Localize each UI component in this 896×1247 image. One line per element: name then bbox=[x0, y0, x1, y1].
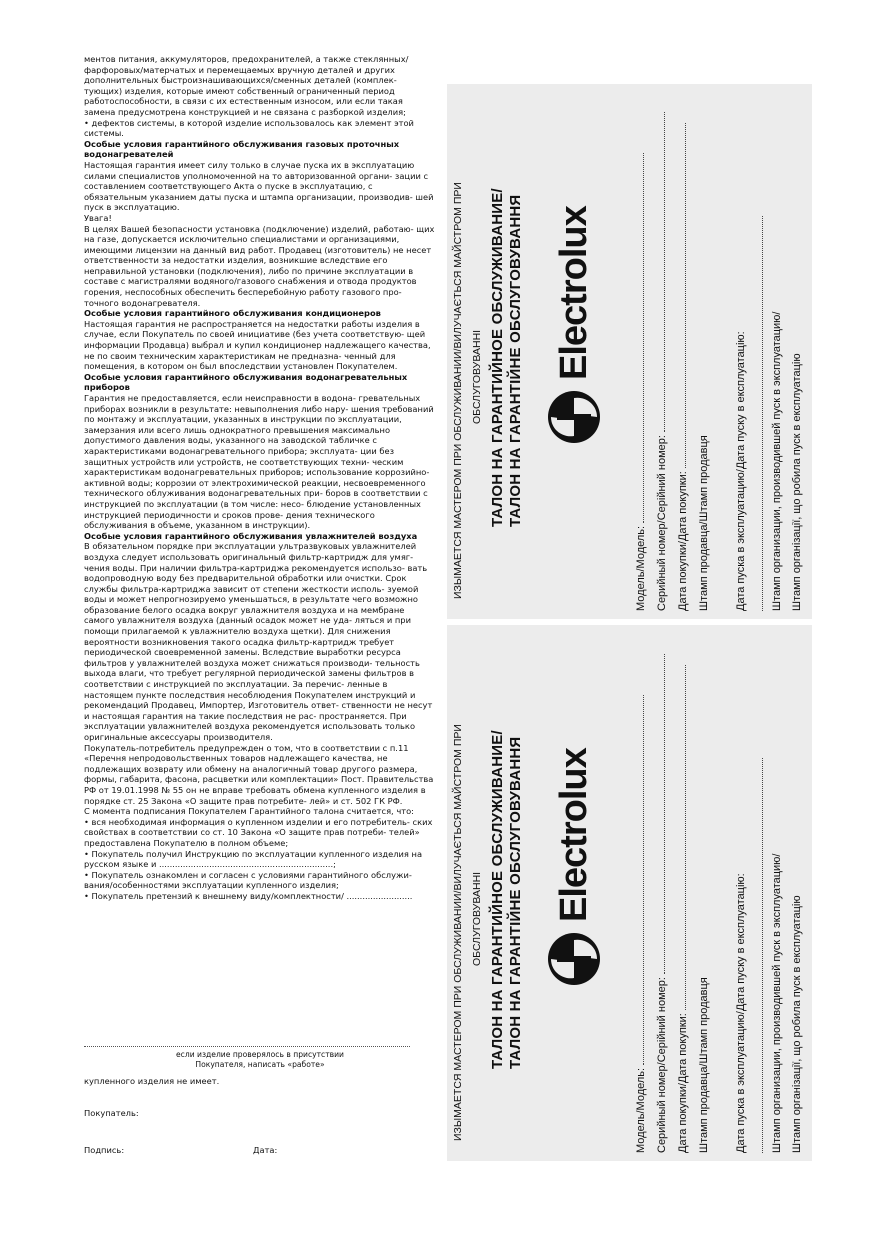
cut-note: ИЗЫМАЕТСЯ МАСТЕРОМ ПРИ ОБСЛУЖИВАНИИ/ВИЛУЧАЄТЬСЯ МАЙСТРОМ ПРИ bbox=[452, 182, 464, 599]
purchase-date-field[interactable] bbox=[677, 123, 689, 611]
brand-name: Electrolux bbox=[552, 748, 595, 922]
presence-note bbox=[84, 1050, 436, 1069]
paragraph: Увага! bbox=[84, 212, 112, 223]
paragraph: В целях Вашей безопасности установка (подключение) изделий, работаю- щих на газе, допускается исключительно специалистами и организациями, имеющими лицензии на данный вид работ. Продавец (изготовитель) не несет ответственности за недостатки изделия, возникшие вследствие его неправильной установки (подключения), либо по причине эксплуатации в составе с магистралями водяного/газового снабжения и отвода продуктов горения, неспособных обеспечить бесперебойную работу газового про- точного водонагревателя. bbox=[84, 223, 435, 308]
electrolux-logo bbox=[547, 206, 601, 444]
electrolux-logo bbox=[547, 748, 601, 986]
org-stamp-ru: Штамп организации, производившей пуск в эксплуатацию/ bbox=[771, 853, 783, 1153]
paragraph: ментов питания, аккумуляторов, предохранителей, а также стеклянных/ фарфоровых/матерчатых и перемещаемых вручную деталей и других дополнительных быстроизнашивающихся/сменных деталей (комплек- тующих) изделия, которые имеют собственный ограниченный период работоспособности, в связи с их естественным износом, или если такая замена предусмотрена конструкцией и не связана с разборкой изделия; bbox=[84, 54, 409, 117]
warranty-coupon-top bbox=[447, 84, 812, 619]
seller-stamp-label: Штамп продавца/Штамп продавця bbox=[698, 977, 710, 1153]
start-date-label: Дата пуска в эксплуатацию/Дата пуску в експлуатацію: bbox=[735, 873, 747, 1153]
section-heading: Особые условия гарантийного обслуживания увлажнителей воздуха bbox=[84, 530, 418, 541]
org-stamp-ru: Штамп организации, производившей пуск в эксплуатацию/ bbox=[771, 311, 783, 611]
model-input-line[interactable] bbox=[635, 153, 644, 523]
paragraph: С момента подписания Покупателем Гарантийного талона считается, что: bbox=[84, 806, 414, 817]
signature-label: Подпись: bbox=[84, 1145, 125, 1155]
presence-note-line: если изделие проверялось в присутствии bbox=[176, 1050, 344, 1059]
electrolux-logo-icon bbox=[547, 932, 601, 986]
purchase-date-input-line[interactable] bbox=[677, 665, 686, 1010]
warranty-coupon-bottom bbox=[447, 625, 812, 1161]
model-label: Модель/Модель: bbox=[635, 525, 647, 611]
org-stamp-ua: Штамп організації, що робила пуск в експлуатацію bbox=[791, 895, 803, 1153]
serial-field[interactable] bbox=[656, 112, 668, 611]
model-field[interactable] bbox=[635, 695, 647, 1153]
purchase-date-label: Дата покупки/Дата покупки: bbox=[677, 1013, 689, 1153]
start-date-label: Дата пуска в эксплуатацию/Дата пуску в експлуатацію: bbox=[735, 331, 747, 611]
coupon-title-ua: ТАЛОН НА ГАРАНТІЙНЕ ОБСЛУГОВУВАННЯ bbox=[507, 736, 524, 1069]
cut-note-2: ОБСЛУГОВУВАННІ bbox=[471, 329, 483, 424]
section-heading: Особые условия гарантийного обслуживания кондиционеров bbox=[84, 308, 381, 319]
list-item: • Покупатель претензий к внешнему виду/комплектности/ ......................... bbox=[84, 890, 413, 901]
paragraph: Настоящая гарантия имеет силу только в случае пуска их в эксплуатацию силами специалистов уполномоченной на то авторизованной органи- зации с составлением соответствующего Акта о пуске в эксплуатацию, с обязательным указанием даты пуска и штампа организации, производив- шей пуск в эксплуатацию. bbox=[84, 159, 434, 213]
coupon-title-ru: ТАЛОН НА ГАРАНТИЙНОЕ ОБСЛУЖИВАНИЕ/ bbox=[489, 730, 506, 1069]
model-field[interactable] bbox=[635, 153, 647, 611]
purchase-date-field[interactable] bbox=[677, 665, 689, 1153]
cut-note-2: ОБСЛУГОВУВАННІ bbox=[471, 871, 483, 966]
serial-input-line[interactable] bbox=[656, 654, 665, 974]
coupon-title-ru: ТАЛОН НА ГАРАНТИЙНОЕ ОБСЛУЖИВАНИЕ/ bbox=[489, 188, 506, 527]
purchase-date-input-line[interactable] bbox=[677, 123, 686, 468]
coupon-title-ua: ТАЛОН НА ГАРАНТІЙНЕ ОБСЛУГОВУВАННЯ bbox=[507, 194, 524, 527]
no-claims-text: купленного изделия не имеет. bbox=[84, 1076, 220, 1086]
presence-note-line: Покупателя, написать «работе» bbox=[195, 1059, 325, 1069]
serial-label: Серийный номер/Серійний номер: bbox=[656, 435, 668, 611]
section-heading: Особые условия гарантийного обслуживания газовых проточных водонагревателей bbox=[84, 138, 400, 160]
brand-name: Electrolux bbox=[552, 206, 595, 380]
model-label: Модель/Модель: bbox=[635, 1067, 647, 1153]
org-stamp-ua: Штамп організації, що робила пуск в експлуатацію bbox=[791, 353, 803, 611]
paragraph: Настоящая гарантия не распространяется на недостатки работы изделия в случае, если Покупатель по своей инициативе (без учета соответствую- щей информации Продавца) выбрал и купил кондиционер надлежащего качества, не по своим техническим характеристикам не предназна- ченный для помещения, в котором он был впоследствии установлен Покупателем. bbox=[84, 318, 431, 372]
date-label: Дата: bbox=[253, 1145, 278, 1155]
paragraph: • дефектов системы, в которой изделие использовалось как элемент этой системы. bbox=[84, 117, 414, 139]
buyer-label: Покупатель: bbox=[84, 1108, 139, 1118]
purchase-date-label: Дата покупки/Дата покупки: bbox=[677, 471, 689, 611]
fill-line bbox=[84, 1046, 410, 1047]
warranty-terms-column bbox=[84, 54, 436, 902]
serial-input-line[interactable] bbox=[656, 112, 665, 432]
model-input-line[interactable] bbox=[635, 695, 644, 1065]
paragraph: Гарантия не предоставляется, если неисправности в водона- гревательных приборах возникли в результате: невыполнения либо нару- шения требований по монтажу и эксплуатации, указанных в инструкции по эксплуатации, замерзания или всего лишь однократного превышения максимально допустимого давления воды, указанного на заводской табличке с характеристиками водонагревательного прибора; эксплуата- ции без защитных устройств или устройств, не соответствующих техни- ческим характеристикам водонагревательных приборов; использование коррозийно-активной воды; коррозии от электрохимической реакции, несвоевременного технического облуживания водонагревательных при- боров в соответствии с инструкцией по эксплуатации (в том числе: несо- блюдение установленных инструкцией периодичности и сроков прове- дения технического обслуживания в объеме, указанном в инструкции). bbox=[84, 393, 434, 531]
serial-field[interactable] bbox=[656, 654, 668, 1153]
start-date-input-line[interactable] bbox=[762, 216, 763, 611]
list-item: • Покупатель ознакомлен и согласен с условиями гарантийного обслужи- вания/особенностями эксплуатации купленного изделия; bbox=[84, 869, 412, 891]
seller-stamp-label: Штамп продавца/Штамп продавця bbox=[698, 435, 710, 611]
serial-label: Серийный номер/Серійний номер: bbox=[656, 977, 668, 1153]
paragraph: Покупатель-потребитель предупрежден о том, что в соответствии с п.11 «Перечня непродовольственных товаров надлежащего качества, не подлежащих возврату или обмену на аналогичный товар другого размера, формы, габарита, фасона, расцветки или комплектации» Пост. Правительства РФ от 19.01.1998 № 55 он не вправе требовать обмена купленного изделия в порядке ст. 25 Закона «О защите прав потребите- лей» и ст. 502 ГК РФ. bbox=[84, 742, 434, 806]
electrolux-logo-icon bbox=[547, 390, 601, 444]
paragraph: В обязательном порядке при эксплуатации ультразвуковых увлажнителей воздуха следует использовать оригинальный фильтр-картридж для умяг- чения воды. При наличии фильтра-картриджа рекомендуется использо- вать водопроводную воду без предварительной обработки или очистки. Срок службы фильтра-картриджа зависит от степени жесткости исполь- зуемой воды и может непрогнозируемо уменьшаться, в результате чего возможно образование белого осадка вокруг увлажнителя воздуха и на мембране самого увлажнителя воздуха (данный осадок может не уда- ляться и при помощи прилагаемой к увлажнителю воздуха щетки). Для снижения вероятности возникновения такого осадка фильтр-картридж требует периодической своевременной замены. Вследствие выработки ресурса фильтров у увлажнителей воздуха может снижаться производи- тельность выхода влаги, что требует регулярной периодической замены фильтров в соответствии с инструкцией по эксплуатации. За перечис- ленные в настоящем пункте последствия несоблюдения Покупателем инструкций и рекомендаций Продавец, Импортер, Изготовитель ответ- ственности не несут и настоящая гарантия на такие последствия не рас- пространяется. При эксплуатации увлажнителей воздуха рекомендуется использовать только оригинальные аксессуары производителя. bbox=[84, 541, 433, 742]
cut-note: ИЗЫМАЕТСЯ МАСТЕРОМ ПРИ ОБСЛУЖИВАНИИ/ВИЛУЧАЄТЬСЯ МАЙСТРОМ ПРИ bbox=[452, 724, 464, 1141]
section-heading: Особые условия гарантийного обслуживания водонагревательных приборов bbox=[84, 371, 408, 393]
list-item: • Покупатель получил Инструкцию по эксплуатации купленного изделия на русском языке и ..................................................................; bbox=[84, 848, 423, 870]
list-item: • вся необходимая информация о купленном изделии и его потребитель- ских свойствах в соответствии со ст. 10 Закона «О защите прав потреби- телей» предоставлена Покупателю в полном объеме; bbox=[84, 816, 433, 848]
start-date-input-line[interactable] bbox=[762, 758, 763, 1153]
